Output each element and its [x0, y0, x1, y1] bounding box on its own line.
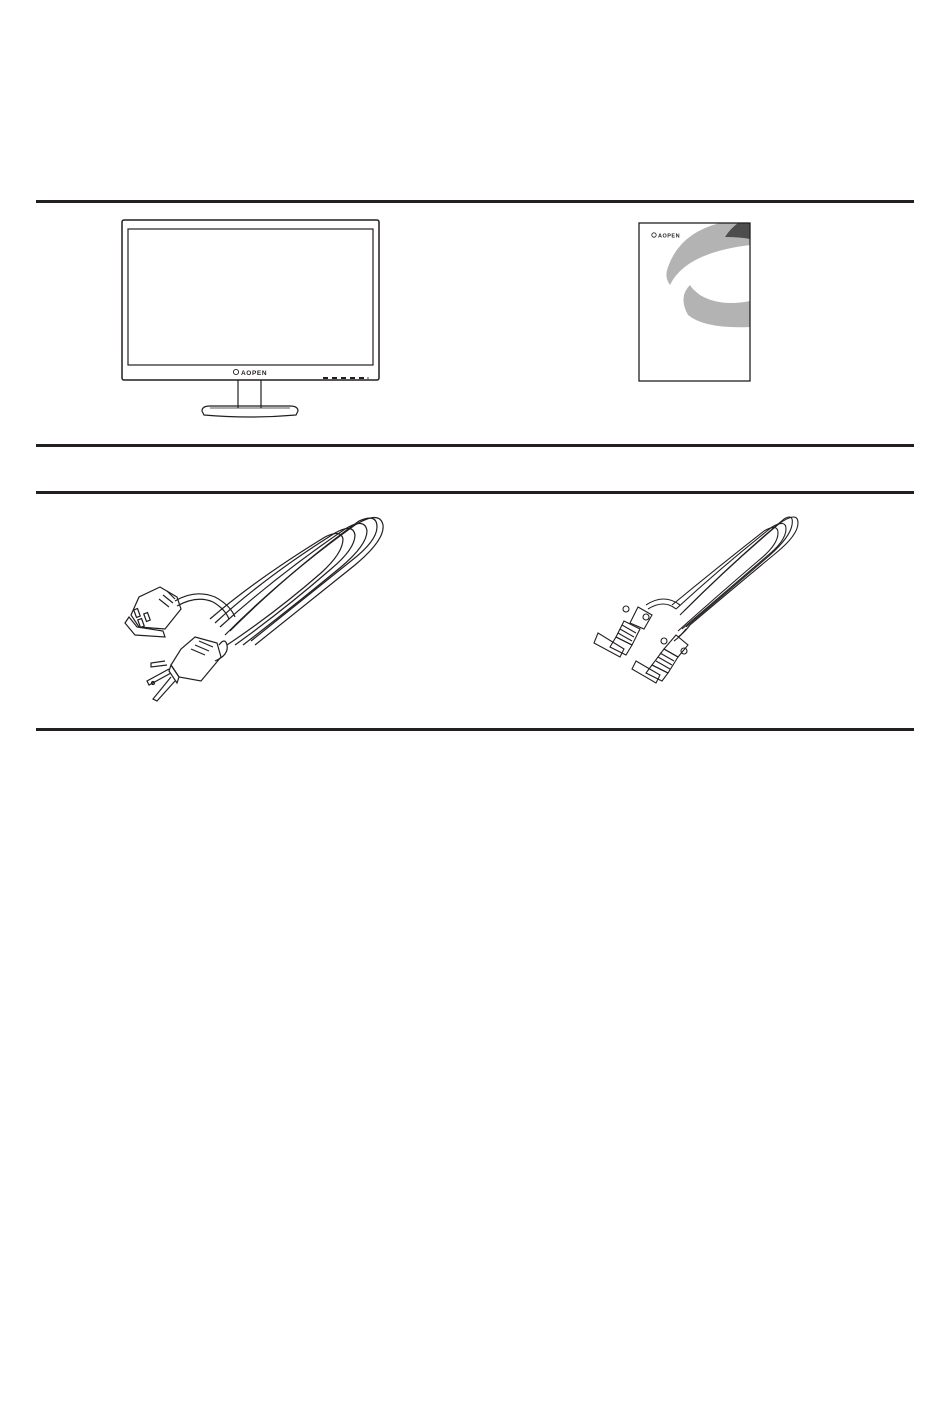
power-cord-illustration: [115, 505, 400, 715]
power-cord-cell: [115, 505, 400, 715]
monitor-illustration: [110, 215, 390, 430]
row2-top-rule: [36, 491, 914, 494]
quick-start-guide-illustration: [630, 215, 760, 390]
table-top-rule: [36, 200, 914, 203]
table-bottom-rule: [36, 728, 914, 731]
quick-start-guide-cell: [630, 215, 760, 390]
vga-cable-cell: [580, 505, 810, 685]
vga-cable-illustration: [580, 505, 810, 685]
guide-brand-logo: AOPEN: [658, 233, 681, 240]
monitor-brand-logo: AOPEN: [241, 370, 268, 377]
monitor-cell: [110, 215, 390, 430]
row1-bottom-rule: [36, 444, 914, 447]
